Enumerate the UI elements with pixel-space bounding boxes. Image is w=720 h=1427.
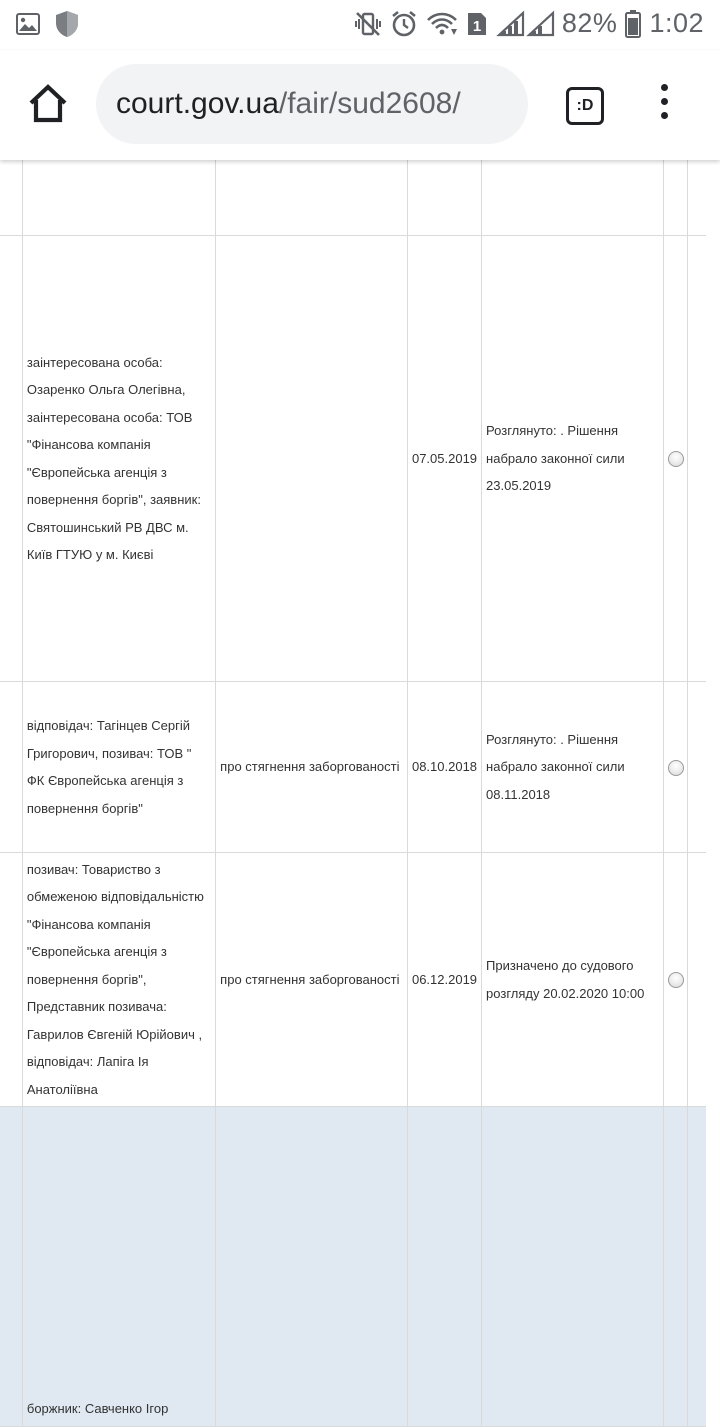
table-cell-status: Призначено до судового розгляду 20.02.2020 10:00 xyxy=(482,853,664,1107)
table-cell-date: 08.10.2018 xyxy=(407,682,481,853)
url-domain: court.gov.ua xyxy=(116,87,279,120)
table-cell-parties: відповідач: Тагінцев Сергій Григорович, позивач: ТОВ " ФК Європейська агенція з повернення боргів" xyxy=(22,682,215,853)
cases-table xyxy=(0,140,706,1427)
table-cell xyxy=(0,853,22,1107)
sim-badge: 1 xyxy=(472,17,482,35)
table-cell-select xyxy=(664,682,688,853)
table-cell-subject: про стягнення заборгованості xyxy=(216,682,408,853)
table-cell-status: Розглянуто: . Рішення набрало законної сили 23.05.2019 xyxy=(482,236,664,682)
table-cell-parties: заінтересована особа: Озаренко Ольга Олегівна, заінтересована особа: ТОВ "Фінансова компанія "Європейська агенція з повернення боргів", заявник: Святошинський РВ ДВС м. Київ ГТУЮ у м. Києві xyxy=(22,236,215,682)
home-icon[interactable] xyxy=(26,82,70,126)
table-cell-select xyxy=(664,1107,688,1427)
table-row xyxy=(0,236,706,682)
address-bar[interactable] xyxy=(96,64,528,144)
table-cell-date: 07.05.2019 xyxy=(407,236,481,682)
cases-table-container xyxy=(0,160,720,1416)
status-bar xyxy=(0,0,720,50)
shield-icon xyxy=(54,10,80,38)
table-cell-subject: про стягнення заборгованості xyxy=(216,853,408,1107)
table-cell-status: Розглянуто: . Рішення набрало законної сили 08.11.2018 xyxy=(482,682,664,853)
signal-icon xyxy=(496,11,554,37)
overflow-menu-icon[interactable] xyxy=(654,84,674,124)
battery-percent: 82% xyxy=(561,8,618,38)
tab-switcher-button[interactable] xyxy=(566,87,604,125)
sim-icon xyxy=(466,11,488,37)
wifi-icon xyxy=(426,11,458,37)
table-cell xyxy=(0,236,22,682)
table-cell-date xyxy=(407,1107,481,1427)
table-cell-date: 06.12.2019 xyxy=(407,853,481,1107)
clock: 1:02 xyxy=(649,8,704,38)
row-select-radio[interactable] xyxy=(668,972,684,988)
alarm-icon xyxy=(390,10,418,38)
url-path: /fair/sud2608/ xyxy=(278,87,461,120)
vibrate-mute-icon xyxy=(354,11,382,37)
battery-icon xyxy=(625,10,641,38)
row-select-radio[interactable] xyxy=(668,451,684,467)
table-cell-parties: боржник: Савченко Ігор xyxy=(22,1107,215,1427)
browser-toolbar xyxy=(0,50,720,160)
table-cell-subject xyxy=(216,236,408,682)
table-cell-parties: позивач: Товариство з обмеженою відповідальністю "Фінансова компанія "Європейська агенція з повернення боргів", Представник позивача: Гаврилов Євгеній Юрійович , відповідач: Лапіга Ія Анатоліївна xyxy=(22,853,215,1107)
table-cell-status xyxy=(482,1107,664,1427)
table-cell-subject xyxy=(216,1107,408,1427)
table-row xyxy=(0,853,706,1107)
image-icon xyxy=(16,13,40,35)
table-row xyxy=(0,682,706,853)
table-cell-select xyxy=(664,853,688,1107)
table-cell xyxy=(0,1107,22,1427)
row-select-radio[interactable] xyxy=(668,760,684,776)
tab-switcher-label: :D xyxy=(576,97,594,114)
table-cell-select xyxy=(664,236,688,682)
table-cell xyxy=(0,682,22,853)
table-row xyxy=(0,1107,706,1427)
